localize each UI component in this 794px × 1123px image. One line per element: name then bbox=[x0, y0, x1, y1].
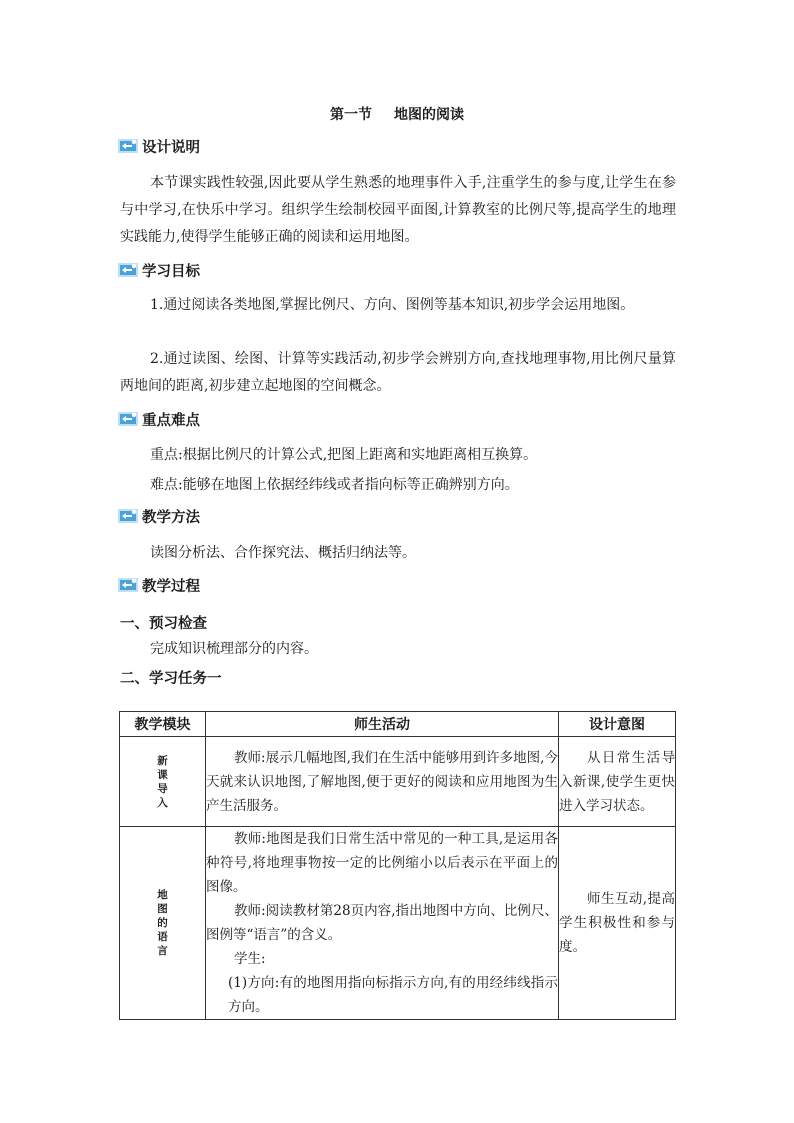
section-heading-text: 学习目标 bbox=[142, 263, 200, 280]
method-text: 读图分析法、合作探究法、概括归纳法等。 bbox=[150, 545, 416, 561]
section-badge-icon bbox=[118, 576, 140, 594]
module-char: 语 bbox=[157, 931, 168, 943]
section-badge-icon bbox=[118, 410, 140, 428]
section-badge-icon bbox=[118, 261, 140, 279]
module-char: 言 bbox=[157, 945, 168, 957]
module-char: 的 bbox=[157, 917, 168, 929]
section-heading-text: 教学方法 bbox=[142, 509, 200, 526]
module-cell bbox=[120, 827, 206, 1020]
module-char: 导 bbox=[157, 782, 168, 795]
header-module: 教学模块 bbox=[120, 712, 206, 737]
module-char: 地 bbox=[157, 889, 168, 901]
key-point: 重点:根据比例尺的计算公式,把图上距离和实地距离相互换算。 bbox=[150, 447, 538, 463]
section-badge-icon bbox=[118, 137, 140, 155]
table-header-row bbox=[120, 712, 676, 737]
section-heading-method bbox=[118, 506, 200, 526]
activity-paragraph: 教师:阅读教材第28页内容,指出地图中方向、比例尺、图例等“语言”的含义。 bbox=[206, 903, 558, 943]
header-activity: 师生活动 bbox=[206, 712, 559, 737]
title-chapter: 第一节 bbox=[330, 107, 372, 123]
activity-paragraph: 教师:地图是我们日常生活中常见的一种工具,是运用各种符号,将地理事物按一定的比例缩小以后表示在平面上的图像。 bbox=[206, 831, 558, 895]
module-char: 新 bbox=[157, 754, 168, 767]
section-heading-design bbox=[118, 136, 200, 156]
section-heading-goals bbox=[118, 260, 200, 280]
section-badge-icon bbox=[118, 507, 140, 525]
section-heading-text: 设计说明 bbox=[142, 139, 200, 156]
table-row bbox=[120, 737, 676, 827]
step1-text: 完成知识梳理部分的内容。 bbox=[150, 641, 318, 657]
hard-point: 难点:能够在地图上依据经纬线或者指向标等正确辨别方向。 bbox=[150, 477, 519, 493]
module-char: 入 bbox=[157, 796, 168, 809]
module-char: 课 bbox=[157, 768, 168, 781]
module-char: 图 bbox=[157, 903, 168, 915]
header-intent: 设计意图 bbox=[559, 712, 676, 737]
intent-cell bbox=[559, 827, 676, 1020]
lesson-table bbox=[119, 711, 676, 1020]
activity-paragraph: 教师:展示几幅地图,我们在生活中能够用到许多地图,今天就来认识地图,了解地图,便于更好的阅读和应用地图为生产生活服务。 bbox=[206, 749, 558, 814]
goal-item-2: 2.通过读图、绘图、计算等实践活动,初步学会辨别方向,查找地理事物,用比例尺量算两地间的距离,初步建立起地图的空间概念。 bbox=[120, 351, 676, 394]
activity-cell bbox=[206, 737, 559, 827]
activity-paragraph: 学生: bbox=[234, 951, 266, 967]
section-heading-keypoints bbox=[118, 409, 200, 429]
table-row bbox=[120, 827, 676, 1020]
goal-item-1: 1.通过阅读各类地图,掌握比例尺、方向、图例等基本知识,初步学会运用地图。 bbox=[150, 297, 635, 313]
activity-cell bbox=[206, 827, 559, 1020]
step1-title: 一、预习检查 bbox=[120, 616, 207, 632]
step2-title: 二、学习任务一 bbox=[120, 671, 222, 687]
design-paragraph: 本节课实践性较强,因此要从学生熟悉的地理事件入手,注重学生的参与度,让学生在参与中学习,在快乐中学习。组织学生绘制校园平面图,计算教室的比例尺等,提高学生的地理实践能力,使得学生能够正确的阅读和运用地图。 bbox=[120, 175, 676, 245]
intent-cell bbox=[559, 737, 676, 827]
page-title bbox=[0, 104, 794, 124]
activity-paragraph: (1)方向:有的地图用指向标指示方向,有的用经纬线指示方向。 bbox=[228, 975, 558, 1015]
title-topic: 地图的阅读 bbox=[394, 107, 464, 123]
section-heading-text: 教学过程 bbox=[142, 578, 200, 595]
section-heading-text: 重点难点 bbox=[142, 412, 200, 429]
module-cell bbox=[120, 737, 206, 827]
section-heading-process bbox=[118, 575, 200, 595]
intent-text: 从日常生活导入新课,使学生更快进入学习状态。 bbox=[559, 749, 675, 814]
intent-text: 师生互动,提高学生积极性和参与度。 bbox=[559, 891, 675, 955]
